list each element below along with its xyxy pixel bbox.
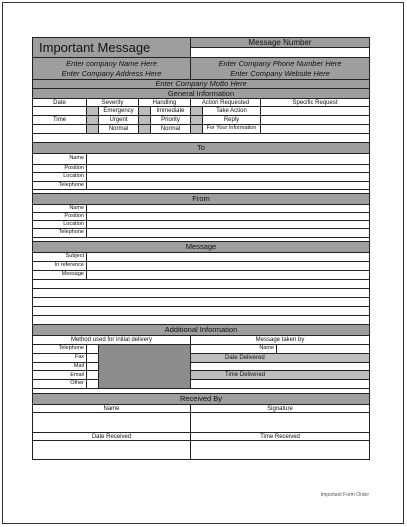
from-telephone-label: Telephone (33, 229, 87, 237)
delivery-notes-area[interactable] (99, 345, 191, 388)
company-website[interactable]: Enter Company Website Here (230, 69, 330, 78)
company-left (33, 58, 191, 79)
subject-row (33, 253, 369, 262)
from-telephone-field[interactable] (87, 229, 369, 237)
from-header (33, 194, 369, 205)
from-location-field[interactable] (87, 221, 369, 228)
action-col (191, 107, 261, 133)
email-check[interactable] (87, 371, 98, 380)
method-label: Method used for initial delivery (33, 336, 191, 344)
to-telephone-label: Telephone (33, 182, 87, 189)
reference-row (33, 262, 369, 271)
from-name-row (33, 205, 369, 213)
time-delivered-label: Time Delivered (191, 371, 369, 379)
time-received-label: Time Received (260, 433, 300, 440)
date-delivered-label: Date Delivered (191, 354, 369, 362)
normal-sev-check[interactable] (87, 125, 98, 133)
additional-body (33, 345, 369, 389)
to-position-field[interactable] (87, 165, 369, 172)
time-delivered-field[interactable] (191, 380, 369, 388)
fax-check[interactable] (87, 354, 98, 363)
urgent-label: Urgent (99, 116, 138, 125)
date-delivered-field[interactable] (191, 363, 369, 371)
date-received-field[interactable] (33, 441, 191, 459)
message-number-box (191, 38, 369, 57)
footer-note: Important Form Order (320, 492, 369, 498)
received-date-labels-row (33, 433, 369, 441)
specific-field-3[interactable] (261, 125, 369, 133)
immediate-check[interactable] (139, 107, 150, 116)
message-label: Message (33, 271, 87, 279)
additional-title: Additional Information (33, 325, 369, 335)
to-name-label: Name (33, 154, 87, 164)
message-body-row-2 (33, 280, 369, 289)
form-title: Important Message (33, 38, 191, 57)
severity-label: Severity (87, 99, 139, 106)
message-body-row-1 (33, 271, 369, 280)
fyi-check[interactable] (191, 125, 202, 133)
delivery-mail-label: Mail (33, 363, 86, 372)
company-right (191, 58, 369, 79)
fyi-label: For Your Information (206, 125, 257, 132)
spacer-1 (33, 134, 369, 143)
to-name-row (33, 154, 369, 165)
to-location-label: Location (33, 173, 87, 181)
reference-field[interactable] (87, 262, 369, 270)
company-name[interactable]: Enter company Name Here (66, 58, 157, 68)
message-body-row-4 (33, 298, 369, 307)
other-check[interactable] (87, 380, 98, 388)
severity-col (87, 107, 139, 133)
date-field[interactable] (33, 107, 86, 116)
time-label: Time (33, 116, 86, 125)
taken-by-label: Message taken by (255, 337, 305, 343)
message-number-field[interactable] (191, 48, 369, 57)
to-position-label: Position (33, 165, 87, 172)
from-location-row (33, 221, 369, 229)
date-label: Date (33, 99, 87, 106)
message-line[interactable] (33, 289, 369, 297)
from-position-label: Position (33, 213, 87, 220)
general-title: General Information (33, 89, 369, 98)
normal-hand-check[interactable] (139, 125, 150, 133)
from-telephone-row (33, 229, 369, 238)
to-header (33, 143, 369, 154)
message-field[interactable] (87, 271, 369, 279)
time-field[interactable] (33, 125, 86, 133)
telephone-check[interactable] (87, 345, 98, 354)
date-received-label: Date Received (33, 433, 191, 440)
general-header (33, 89, 369, 99)
received-fields-row (33, 413, 369, 433)
delivery-labels (33, 345, 87, 388)
priority-check[interactable] (139, 116, 150, 125)
specific-field-2[interactable] (261, 116, 369, 125)
priority-label: Priority (151, 116, 190, 125)
received-date-fields-row (33, 441, 369, 459)
company-row (33, 58, 369, 80)
message-line[interactable] (33, 280, 369, 288)
taken-by-col (191, 345, 369, 388)
action-label: Action Requested (191, 99, 261, 106)
reference-label: In reference (33, 262, 87, 270)
urgent-check[interactable] (87, 116, 98, 125)
reply-label: Reply (203, 116, 260, 125)
message-body-row-3 (33, 289, 369, 298)
message-title: Message (33, 242, 369, 252)
to-position-row (33, 165, 369, 173)
take-action-check[interactable] (191, 107, 202, 116)
additional-header (33, 325, 369, 336)
time-received-field[interactable] (191, 441, 369, 459)
subject-field[interactable] (87, 253, 369, 261)
to-location-row (33, 173, 369, 182)
message-line[interactable] (33, 307, 369, 315)
from-title: From (33, 194, 369, 204)
message-body-row-6 (33, 316, 369, 325)
message-line[interactable] (33, 298, 369, 306)
message-number-label: Message Number (191, 38, 369, 48)
from-name-label: Name (33, 205, 87, 212)
to-name-field[interactable] (87, 154, 369, 164)
additional-labels-row (33, 336, 369, 345)
delivery-email-label: Email (33, 371, 86, 380)
header-row (33, 38, 369, 58)
to-title: To (33, 143, 369, 153)
message-body-row-5 (33, 307, 369, 316)
to-telephone-row (33, 182, 369, 190)
from-position-field[interactable] (87, 213, 369, 220)
received-labels-row (33, 405, 369, 413)
emergency-label: Emergency (99, 107, 138, 116)
date-time-col (33, 107, 87, 133)
handling-label: Handling (139, 99, 191, 106)
received-name-field[interactable] (33, 413, 191, 432)
to-location-field[interactable] (87, 173, 369, 181)
delivery-checks (87, 345, 99, 388)
from-position-row (33, 213, 369, 221)
from-location-label: Location (33, 221, 87, 228)
subject-label: Subject (33, 253, 87, 261)
from-name-field[interactable] (87, 205, 369, 212)
company-address[interactable]: Enter Company Address Here (61, 69, 162, 78)
handling-col (139, 107, 191, 133)
emergency-check[interactable] (87, 107, 98, 116)
received-name-label: Name (33, 405, 191, 412)
to-telephone-field[interactable] (87, 182, 369, 189)
specific-label: Specific Request (292, 99, 338, 106)
message-form (32, 37, 370, 460)
received-title: Received By (33, 394, 369, 404)
taken-by-name-label: Name (191, 345, 277, 353)
mail-check[interactable] (87, 363, 98, 372)
specific-col (261, 107, 369, 133)
immediate-label: Immediate (151, 107, 190, 116)
company-phone[interactable]: Enter Company Phone Number Here (218, 58, 342, 68)
reply-check[interactable] (191, 116, 202, 125)
received-signature-label: Signature (267, 405, 293, 412)
general-options (33, 107, 369, 134)
general-labels-row (33, 99, 369, 107)
normal-hand-label: Normal (160, 126, 181, 132)
taken-by-name-field[interactable] (277, 345, 369, 353)
message-line[interactable] (33, 316, 369, 324)
message-header (33, 242, 369, 253)
received-signature-field[interactable] (191, 413, 369, 432)
company-motto[interactable]: Enter Company Motto Here (33, 80, 369, 88)
received-header (33, 394, 369, 405)
specific-field-1[interactable] (261, 107, 369, 116)
delivery-telephone-label: Telephone (33, 345, 86, 354)
take-action-label: Take Action (203, 107, 260, 116)
delivery-other-label: Other (70, 380, 84, 387)
delivery-fax-label: Fax (33, 354, 86, 363)
motto-row (33, 80, 369, 89)
normal-sev-label: Normal (108, 126, 129, 132)
